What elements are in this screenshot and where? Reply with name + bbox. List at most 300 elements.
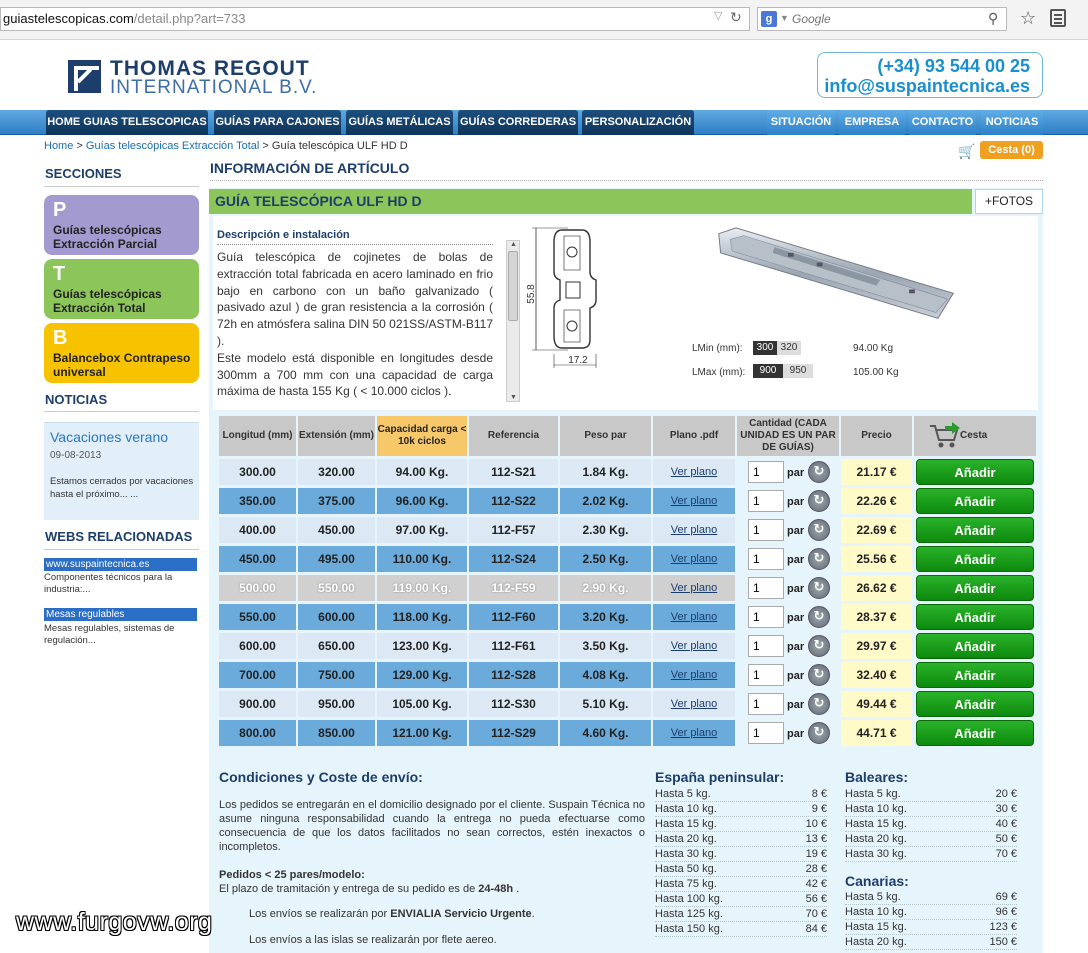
lmin-value-a: 300: [753, 341, 777, 355]
add-to-cart-button[interactable]: Añadir: [916, 575, 1034, 601]
ver-plano-link[interactable]: Ver plano: [653, 459, 735, 485]
page-title: INFORMACIÓN DE ARTÍCULO: [210, 160, 410, 176]
ver-plano-link[interactable]: Ver plano: [653, 662, 735, 688]
refresh-quantity-icon[interactable]: [808, 461, 830, 483]
category-extraccion-total[interactable]: [44, 259, 199, 319]
quantity-input[interactable]: [748, 519, 784, 541]
scroll-thumb[interactable]: [508, 251, 518, 321]
news-section-title: NOTICIAS: [45, 392, 108, 407]
quantity-input[interactable]: [748, 461, 784, 483]
divider: [655, 921, 827, 922]
cell-peso: 5.10 Kg.: [560, 691, 651, 717]
shipping-rate-row: [655, 878, 827, 890]
divider: [845, 831, 1017, 832]
related-link-suspaintecnica[interactable]: www.suspaintecnica.es: [44, 558, 197, 571]
ver-plano-link[interactable]: Ver plano: [653, 691, 735, 717]
col-header-longitud: Longitud (mm): [219, 416, 296, 456]
shipping-rate-row: [655, 848, 827, 860]
shipping-rate-label: Hasta 20 kg.: [845, 833, 907, 845]
islands-info: Los envíos a las islas se realizarán por flete aereo.: [249, 934, 497, 946]
cell-precio: 28.37 €: [841, 604, 912, 630]
shipping-rate-price: 20 €: [995, 788, 1017, 800]
add-to-cart-button[interactable]: Añadir: [916, 662, 1034, 688]
lmin-value-b: 320: [777, 341, 801, 355]
search-box[interactable]: [757, 7, 1007, 31]
shipping-rate-label: Hasta 5 kg.: [845, 788, 901, 800]
cell-longitud: 500.00: [219, 575, 296, 601]
refresh-quantity-icon[interactable]: [808, 577, 830, 599]
quantity-input[interactable]: [748, 490, 784, 512]
cell-extension: 600.00: [298, 604, 375, 630]
description-paragraph: Este modelo está disponible en longitudes desde 300mm a 700 mm con una capacidad de carga máxima de hasta 155 Kg ( < 10.000 ciclos ).: [217, 350, 493, 399]
cell-longitud: 450.00: [219, 546, 296, 572]
shipping-rate-row: [655, 863, 827, 875]
browser-toolbar: [0, 0, 1088, 40]
category-label-line1: Guías telescópicas: [53, 223, 162, 237]
cell-longitud: 350.00: [219, 488, 296, 514]
shipping-rate-row: [655, 893, 827, 905]
shipping-rate-price: 96 €: [995, 906, 1017, 918]
breadcrumb: [44, 140, 408, 152]
shipping-rate-row: [655, 908, 827, 920]
nav-guias-metalicas[interactable]: GUÍAS METÁLICAS: [346, 110, 453, 135]
cell-extension: 850.00: [298, 720, 375, 746]
cell-longitud: 300.00: [219, 459, 296, 485]
cell-capacidad: 110.00 Kg.: [377, 546, 467, 572]
cell-precio: 32.40 €: [841, 662, 912, 688]
cell-referencia: 112-S30: [469, 691, 558, 717]
category-label-line2: Extracción Parcial: [53, 237, 158, 251]
url-host: guiastelescopicas.com: [3, 11, 134, 26]
nav-guias-cajones[interactable]: GUÍAS PARA CAJONES: [214, 110, 341, 135]
ver-plano-link[interactable]: Ver plano: [653, 604, 735, 630]
par-label: par: [787, 496, 805, 508]
cell-extension: 950.00: [298, 691, 375, 717]
cell-extension: 550.00: [298, 575, 375, 601]
breadcrumb-home[interactable]: Home: [44, 140, 74, 152]
col-header-referencia: Referencia: [469, 416, 558, 456]
shipping-rate-row: [655, 803, 827, 815]
refresh-quantity-icon[interactable]: [808, 635, 830, 657]
scroll-down-icon[interactable]: ▼: [510, 394, 517, 401]
shipping-rate-price: 28 €: [805, 863, 827, 875]
divider: [655, 906, 827, 907]
ver-plano-link[interactable]: Ver plano: [653, 517, 735, 543]
col-header-plano: Plano .pdf: [653, 416, 735, 456]
par-label: par: [787, 554, 805, 566]
cell-precio: 26.62 €: [841, 575, 912, 601]
cell-peso: 2.90 Kg.: [560, 575, 651, 601]
cell-precio: 21.17 €: [841, 459, 912, 485]
cell-longitud: 800.00: [219, 720, 296, 746]
category-letter: T: [53, 263, 66, 285]
divider: [655, 936, 827, 937]
cell-peso: 3.20 Kg.: [560, 604, 651, 630]
cell-peso: 2.02 Kg.: [560, 488, 651, 514]
shipping-rate-price: 69 €: [995, 891, 1017, 903]
nav-contacto[interactable]: CONTACTO: [909, 110, 976, 135]
divider: [655, 846, 827, 847]
category-label-line1: Guías telescópicas: [53, 287, 162, 301]
cell-referencia: 112-F59: [469, 575, 558, 601]
cell-longitud: 550.00: [219, 604, 296, 630]
cell-precio: 44.71 €: [841, 720, 912, 746]
divider: [655, 801, 827, 802]
reload-icon[interactable]: ↻: [730, 9, 742, 25]
news-excerpt: Estamos cerrados por vacaciones hasta el próximo... ...: [50, 476, 194, 500]
refresh-quantity-icon[interactable]: [808, 490, 830, 512]
url-dropdown-icon[interactable]: ▽: [714, 10, 723, 22]
news-item[interactable]: [44, 422, 199, 520]
ver-plano-link[interactable]: Ver plano: [653, 546, 735, 572]
refresh-quantity-icon[interactable]: [808, 606, 830, 628]
shipping-rate-row: [845, 833, 1017, 845]
cell-extension: 750.00: [298, 662, 375, 688]
lmax-label: LMax (mm):: [692, 367, 746, 378]
drawing-height-label: 55.8: [526, 284, 537, 304]
related-webs-title: WEBS RELACIONADAS: [45, 529, 193, 544]
shipping-rate-row: [655, 818, 827, 830]
shipping-rate-price: 70 €: [805, 908, 827, 920]
add-to-cart-button[interactable]: Añadir: [916, 488, 1034, 514]
cell-peso: 2.30 Kg.: [560, 517, 651, 543]
category-balancebox[interactable]: [44, 323, 199, 383]
nav-noticias[interactable]: NOTICIAS: [981, 110, 1043, 135]
add-to-cart-button[interactable]: Añadir: [916, 604, 1034, 630]
par-label: par: [787, 728, 805, 740]
divider: [44, 186, 199, 187]
col-header-extension: Extensión (mm): [298, 416, 375, 456]
product-photo[interactable]: [712, 226, 960, 326]
contact-email[interactable]: info@suspaintecnica.es: [824, 76, 1030, 96]
col-header-peso: Peso par: [560, 416, 651, 456]
cell-referencia: 112-S29: [469, 720, 558, 746]
cell-precio: 29.97 €: [841, 633, 912, 659]
lmin-weight: 94.00 Kg: [853, 343, 894, 354]
description-paragraph: Guía telescópica de cojinetes de bolas de extracción total fabricada en acero laminado en frio bajo en carbono con un baño galvanizado ( pasivado azul ) de gran resistencia a la corrosión ( 72h en atmósfera salina DIN 50 021SS/ASTM-B117 ).: [217, 250, 493, 348]
url-path: /detail.php?art=733: [133, 11, 246, 26]
shipping-rate-price: 8 €: [811, 788, 827, 800]
category-letter: P: [53, 199, 67, 221]
shipping-rate-row: [845, 921, 1017, 933]
category-label: [53, 287, 162, 315]
shipping-rate-row: [845, 906, 1017, 918]
cell-capacidad: 96.00 Kg.: [377, 488, 467, 514]
related-link-desc: Mesas regulables, sistemas de regulación...: [44, 623, 175, 646]
news-date: 09-08-2013: [50, 450, 102, 461]
ver-plano-link[interactable]: Ver plano: [653, 575, 735, 601]
add-to-cart-button[interactable]: Añadir: [916, 633, 1034, 659]
cell-extension: 375.00: [298, 488, 375, 514]
lmax-value-b: 950: [783, 364, 813, 378]
quantity-input[interactable]: [748, 693, 784, 715]
col-header-cantidad: Cantidad (CADA UNIDAD ES UN PAR DE GUÍAS): [737, 416, 839, 456]
shipping-rate-price: 50 €: [995, 833, 1017, 845]
par-label: par: [787, 467, 805, 479]
divider: [655, 876, 827, 877]
add-to-cart-button[interactable]: Añadir: [916, 517, 1034, 543]
nav-guias-correderas[interactable]: GUÍAS CORREDERAS: [458, 110, 578, 135]
shipping-rate-price: 123 €: [989, 921, 1017, 933]
shipping-conditions: Los pedidos se entregarán en el domicilio designado por el cliente. Suspain Técnica no asume ninguna responsabilidad cuando la entrega no pueda efectuarse como consecuencia de que los datos facilitados no sean correctos, estén inexactos o incompletos.: [219, 799, 645, 853]
description-text: [217, 249, 493, 400]
ver-plano-link[interactable]: Ver plano: [653, 488, 735, 514]
divider: [44, 549, 199, 550]
quantity-input[interactable]: [748, 722, 784, 744]
add-to-cart-button[interactable]: Añadir: [916, 691, 1034, 717]
baleares-title: Baleares:: [845, 769, 909, 785]
category-label-line2: universal: [53, 365, 106, 379]
cell-capacidad: 94.00 Kg.: [377, 459, 467, 485]
cell-extension: 450.00: [298, 517, 375, 543]
shipping-rate-row: [845, 848, 1017, 860]
carrier-info: Los envíos se realizarán por ENVIALIA Servicio Urgente.: [249, 908, 535, 920]
col-header-cesta-label: Cesta: [960, 430, 988, 441]
shipping-rate-label: Hasta 15 kg.: [845, 921, 907, 933]
carrier-text: Los envíos se realizarán por: [249, 908, 388, 920]
cell-capacidad: 123.00 Kg.: [377, 633, 467, 659]
ver-plano-link[interactable]: Ver plano: [653, 720, 735, 746]
quantity-input[interactable]: [748, 606, 784, 628]
shipping-rate-label: Hasta 10 kg.: [655, 803, 717, 815]
processing-time: El plazo de tramitación y entrega de su pedido es de 24-48h .: [219, 883, 520, 895]
shipping-rate-price: 30 €: [995, 803, 1017, 815]
cell-referencia: 112-F60: [469, 604, 558, 630]
watermark-text: www.furgovw.org: [16, 908, 213, 936]
par-label: par: [787, 670, 805, 682]
shipping-rate-label: Hasta 150 kg.: [655, 923, 723, 935]
shipping-rate-row: [845, 936, 1017, 948]
shipping-rate-label: Hasta 30 kg.: [845, 848, 907, 860]
divider: [655, 861, 827, 862]
cell-extension: 495.00: [298, 546, 375, 572]
shipping-rate-label: Hasta 10 kg.: [845, 906, 907, 918]
processing-time-value: 24-48h: [478, 883, 514, 895]
category-label-line1: Balancebox Contrapeso: [53, 351, 191, 365]
quantity-input[interactable]: [748, 548, 784, 570]
related-link-desc: Componentes técnicos para la industria:...: [44, 572, 173, 595]
par-label: par: [787, 612, 805, 624]
sections-title: SECCIONES: [45, 166, 122, 181]
cell-precio: 22.69 €: [841, 517, 912, 543]
shipping-rate-label: Hasta 10 kg.: [845, 803, 907, 815]
cell-capacidad: 105.00 Kg.: [377, 691, 467, 717]
col-header-precio: Precio: [841, 416, 912, 456]
par-label: par: [787, 525, 805, 537]
shipping-rate-row: [845, 818, 1017, 830]
shipping-rate-label: Hasta 20 kg.: [845, 936, 907, 948]
refresh-quantity-icon[interactable]: [808, 519, 830, 541]
cell-longitud: 400.00: [219, 517, 296, 543]
address-bar[interactable]: [0, 7, 750, 31]
refresh-quantity-icon[interactable]: [808, 722, 830, 744]
reading-list-icon[interactable]: [1050, 9, 1066, 27]
par-label: par: [787, 641, 805, 653]
divider: [845, 846, 1017, 847]
cell-referencia: 112-F61: [469, 633, 558, 659]
breadcrumb-category[interactable]: Guías telescópicas Extracción Total: [85, 140, 260, 152]
cell-longitud: 900.00: [219, 691, 296, 717]
refresh-quantity-icon[interactable]: [808, 664, 830, 686]
shipping-rate-price: 10 €: [805, 818, 827, 830]
cell-peso: 3.50 Kg.: [560, 633, 651, 659]
cell-peso: 2.50 Kg.: [560, 546, 651, 572]
divider: [655, 816, 827, 817]
cell-capacidad: 129.00 Kg.: [377, 662, 467, 688]
cell-peso: 4.60 Kg.: [560, 720, 651, 746]
category-label: [53, 223, 162, 251]
category-letter: B: [53, 327, 68, 349]
cell-peso: 4.08 Kg.: [560, 662, 651, 688]
add-to-cart-icon: [928, 420, 962, 450]
nav-home[interactable]: HOME GUIAS TELESCOPICAS: [46, 110, 208, 135]
search-input[interactable]: [792, 10, 982, 28]
cell-precio: 25.56 €: [841, 546, 912, 572]
shipping-rate-price: 40 €: [995, 818, 1017, 830]
cell-capacidad: 97.00 Kg.: [377, 517, 467, 543]
shipping-rate-label: Hasta 50 kg.: [655, 863, 717, 875]
shipping-rate-label: Hasta 5 kg.: [845, 891, 901, 903]
cell-referencia: 112-S21: [469, 459, 558, 485]
lmax-weight: 105.00 Kg: [853, 367, 899, 378]
cell-precio: 22.26 €: [841, 488, 912, 514]
shipping-rate-price: 70 €: [995, 848, 1017, 860]
nav-personalizacion[interactable]: PERSONALIZACIÓN: [582, 110, 694, 135]
cell-referencia: 112-S28: [469, 662, 558, 688]
shipping-rate-row: [655, 788, 827, 800]
category-extraccion-parcial[interactable]: [44, 195, 199, 255]
divider: [210, 180, 1043, 181]
par-label: par: [787, 699, 805, 711]
breadcrumb-separator: >: [262, 140, 269, 152]
shipping-rate-row: [655, 833, 827, 845]
carrier-name: ENVIALIA Servicio Urgente: [390, 908, 532, 920]
cell-precio: 49.44 €: [841, 691, 912, 717]
shipping-rate-price: 56 €: [805, 893, 827, 905]
quantity-input[interactable]: [748, 577, 784, 599]
divider: [655, 831, 827, 832]
nav-empresa[interactable]: EMPRESA: [839, 110, 905, 135]
divider: [217, 244, 493, 245]
news-title[interactable]: Vacaciones verano: [50, 429, 169, 445]
contact-phone: (+34) 93 544 00 25: [877, 56, 1030, 76]
company-logo-icon[interactable]: [68, 60, 101, 93]
divider: [845, 934, 1017, 935]
search-icon[interactable]: ⚲: [988, 10, 999, 26]
shipping-rate-price: 84 €: [805, 923, 827, 935]
lmax-value-a: 900: [753, 364, 783, 378]
description-scrollbar[interactable]: [506, 240, 520, 402]
add-to-cart-button[interactable]: Añadir: [916, 459, 1034, 485]
divider: [655, 891, 827, 892]
cell-referencia: 112-S22: [469, 488, 558, 514]
shipping-rate-price: 19 €: [805, 848, 827, 860]
canarias-title: Canarias:: [845, 873, 909, 889]
cell-capacidad: 121.00 Kg.: [377, 720, 467, 746]
breadcrumb-separator: >: [76, 140, 83, 152]
divider: [845, 904, 1017, 905]
shipping-rate-label: Hasta 30 kg.: [655, 848, 717, 860]
product-title: GUÍA TELESCÓPICA ULF HD D: [209, 189, 972, 214]
quantity-input[interactable]: [748, 635, 784, 657]
cross-section-drawing: [524, 222, 610, 372]
scroll-up-icon[interactable]: ▲: [510, 241, 517, 248]
cell-capacidad: 119.00 Kg.: [377, 575, 467, 601]
shipping-rate-row: [655, 923, 827, 935]
shipping-rate-row: [845, 788, 1017, 800]
shipping-rate-price: 150 €: [989, 936, 1017, 948]
cell-extension: 320.00: [298, 459, 375, 485]
peninsular-title: España peninsular:: [655, 769, 785, 785]
add-to-cart-button[interactable]: Añadir: [916, 546, 1034, 572]
cart-button[interactable]: Cesta (0): [980, 141, 1043, 159]
refresh-quantity-icon[interactable]: [808, 548, 830, 570]
breadcrumb-current: Guía telescópica ULF HD D: [271, 140, 408, 152]
shopping-cart-icon[interactable]: 🛒: [958, 143, 976, 159]
shipping-rate-price: 42 €: [805, 878, 827, 890]
shipping-rate-row: [845, 891, 1017, 903]
contact-box: [817, 52, 1043, 98]
divider: [845, 861, 1017, 862]
shipping-rate-price: 13 €: [805, 833, 827, 845]
add-to-cart-button[interactable]: Añadir: [916, 720, 1034, 746]
cell-longitud: 700.00: [219, 662, 296, 688]
quantity-input[interactable]: [748, 664, 784, 686]
ver-plano-link[interactable]: Ver plano: [653, 633, 735, 659]
photos-tab[interactable]: +FOTOS: [975, 189, 1043, 214]
shipping-rate-label: Hasta 100 kg.: [655, 893, 723, 905]
category-label: [53, 351, 190, 379]
shipping-rate-label: Hasta 5 kg.: [655, 788, 711, 800]
orders-limit-title: Pedidos < 25 pares/modelo:: [219, 869, 365, 881]
lmin-label: LMin (mm):: [692, 343, 743, 354]
cell-peso: 1.84 Kg.: [560, 459, 651, 485]
shipping-rate-label: Hasta 125 kg.: [655, 908, 723, 920]
shipping-rate-label: Hasta 20 kg.: [655, 833, 717, 845]
shipping-title: Condiciones y Coste de envío:: [219, 769, 423, 785]
nav-situacion[interactable]: SITUACIÓN: [767, 110, 835, 135]
divider: [44, 411, 199, 412]
divider: [845, 919, 1017, 920]
cell-referencia: 112-S24: [469, 546, 558, 572]
cell-capacidad: 118.00 Kg.: [377, 604, 467, 630]
col-header-capacidad: Capacidad carga < 10k ciclos: [377, 416, 467, 456]
drawing-width-label: 17.2: [568, 355, 588, 366]
cell-longitud: 600.00: [219, 633, 296, 659]
google-icon[interactable]: g: [761, 11, 777, 27]
related-link-mesas[interactable]: Mesas regulables: [44, 608, 197, 621]
cell-extension: 650.00: [298, 633, 375, 659]
engine-dropdown-icon[interactable]: ▼: [780, 13, 789, 23]
divider: [845, 816, 1017, 817]
logo-title[interactable]: THOMAS REGOUT: [110, 57, 310, 80]
shipping-rate-label: Hasta 15 kg.: [655, 818, 717, 830]
divider: [845, 949, 1017, 950]
par-label: par: [787, 583, 805, 595]
bookmark-star-icon[interactable]: ☆: [1020, 8, 1037, 28]
logo-subtitle[interactable]: INTERNATIONAL B.V.: [110, 77, 318, 98]
shipping-rate-price: 9 €: [811, 803, 827, 815]
shipping-rate-label: Hasta 15 kg.: [845, 818, 907, 830]
cell-referencia: 112-F57: [469, 517, 558, 543]
divider: [845, 801, 1017, 802]
refresh-quantity-icon[interactable]: [808, 693, 830, 715]
processing-time-text: El plazo de tramitación y entrega de su pedido es de: [219, 883, 476, 895]
shipping-rate-label: Hasta 75 kg.: [655, 878, 717, 890]
description-heading: Descripción e instalación: [217, 229, 350, 241]
shipping-rate-row: [845, 803, 1017, 815]
category-label-line2: Extracción Total: [53, 301, 146, 315]
